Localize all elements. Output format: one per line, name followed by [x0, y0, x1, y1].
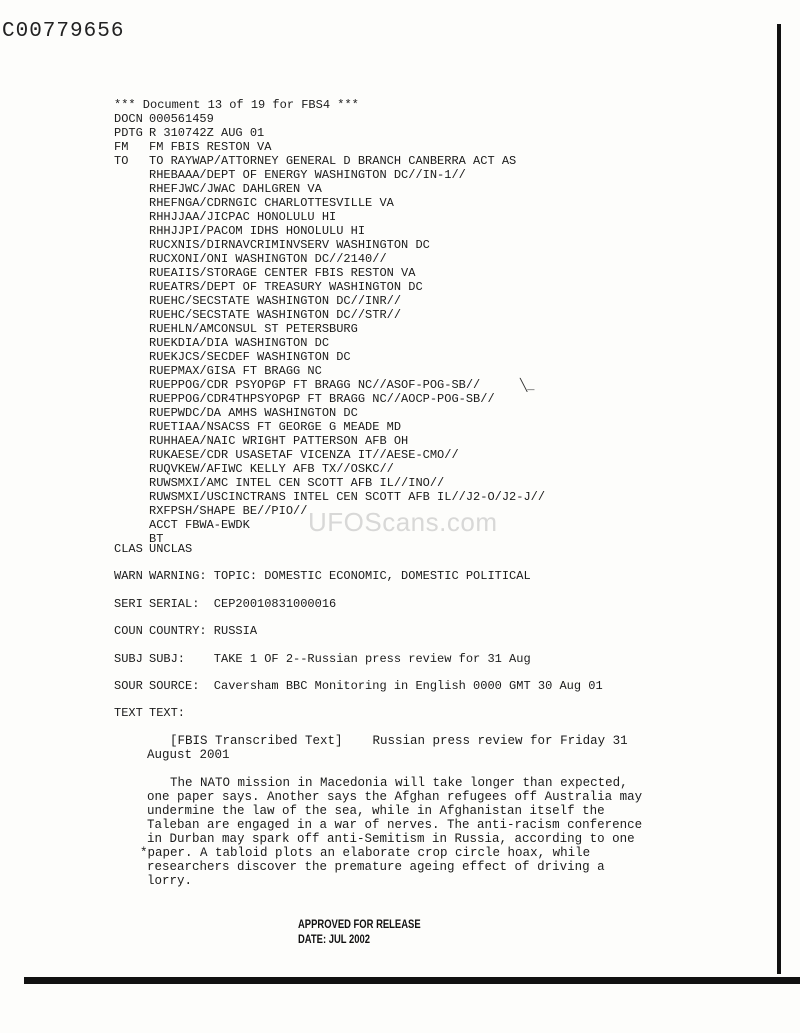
- recipient: RHEBAAA/DEPT OF ENERGY WASHINGTON DC//IN-1//: [149, 168, 466, 182]
- recipient: RHHJJAA/JICPAC HONOLULU HI: [149, 210, 337, 224]
- paragraph-line: researchers discover the premature ageing effect of driving a: [147, 860, 605, 874]
- bt-line: BT: [149, 532, 164, 546]
- recipient: RUEKJCS/SECDEF WASHINGTON DC: [149, 350, 351, 364]
- right-border-line: [777, 24, 781, 974]
- recipient: RUHHAEA/NAIC WRIGHT PATTERSON AFB OH: [149, 434, 409, 448]
- pdtg-value: R 310742Z AUG 01: [149, 126, 265, 140]
- intro-line-2: August 2001: [147, 748, 230, 762]
- paragraph-line: in Durban may spark off anti-Semitism in Russia, according to one: [147, 832, 635, 846]
- recipient: RUEATRS/DEPT OF TREASURY WASHINGTON DC: [149, 280, 423, 294]
- recipient: RUEPPOG/CDR PSYOPGP FT BRAGG NC//ASOF-POG-SB//: [149, 378, 481, 392]
- paragraph-line: lorry.: [147, 874, 193, 888]
- recipient: RHEFJWC/JWAC DAHLGREN VA: [149, 182, 322, 196]
- recipient: RUKAESE/CDR USASETAF VICENZA IT//AESE-CMO//: [149, 448, 459, 462]
- warn-label: WARN: [114, 569, 143, 583]
- paragraph-line: one paper says. Another says the Afghan refugees off Australia may: [147, 790, 643, 804]
- recipient: RUCXONI/ONI WASHINGTON DC//2140//: [149, 252, 387, 266]
- seri-value: SERIAL: CEP20010831000016: [149, 597, 337, 611]
- recipient: RUEHC/SECSTATE WASHINGTON DC//STR//: [149, 308, 402, 322]
- sour-value: SOURCE: Caversham BBC Monitoring in English 0000 GMT 30 Aug 01: [149, 679, 603, 693]
- bottom-border-line: [24, 977, 800, 984]
- paragraph-line: undermine the law of the sea, while in Afghanistan itself the: [147, 804, 605, 818]
- sour-label: SOUR: [114, 679, 143, 693]
- to-first-recipient: TO RAYWAP/ATTORNEY GENERAL D BRANCH CANBERRA ACT AS: [149, 154, 517, 168]
- recipient: RUEPMAX/GISA FT BRAGG NC: [149, 364, 322, 378]
- recipient: RUCXNIS/DIRNAVCRIMINVSERV WASHINGTON DC: [149, 238, 430, 252]
- stamp-line-2: DATE: JUL 2002: [298, 934, 370, 946]
- docn-label: DOCN: [114, 112, 143, 126]
- subj-label: SUBJ: [114, 652, 143, 666]
- watermark: UFOScans.com: [308, 507, 498, 537]
- recipient: RXFPSH/SHAPE BE//PIO//: [149, 504, 308, 518]
- recipient: RUEHLN/AMCONSUL ST PETERSBURG: [149, 322, 358, 336]
- recipient: RUEKDIA/DIA WASHINGTON DC: [149, 336, 330, 350]
- document-id: C00779656: [2, 20, 125, 43]
- recipient: RUETIAA/NSACSS FT GEORGE G MEADE MD: [149, 420, 402, 434]
- coun-label: COUN: [114, 624, 143, 638]
- fm-value: FM FBIS RESTON VA: [149, 140, 272, 154]
- intro-line-1: [FBIS Transcribed Text] Russian press review for Friday 31: [170, 734, 628, 748]
- fm-label: FM: [114, 140, 129, 154]
- subj-value: SUBJ: TAKE 1 OF 2--Russian press review for 31 Aug: [149, 652, 531, 666]
- paragraph-line: *paper. A tabloid plots an elaborate crop circle hoax, while: [140, 846, 591, 860]
- recipient: RUEHC/SECSTATE WASHINGTON DC//INR//: [149, 294, 402, 308]
- text-value: TEXT:: [149, 706, 186, 720]
- recipient: RUEAIIS/STORAGE CENTER FBIS RESTON VA: [149, 266, 416, 280]
- paragraph-line: The NATO mission in Macedonia will take longer than expected,: [170, 776, 628, 790]
- acct-line: ACCT FBWA-EWDK: [149, 518, 250, 532]
- margin-handwritten-mark: ╲_: [520, 379, 535, 393]
- recipient: RUWSMXI/AMC INTEL CEN SCOTT AFB IL//INO//: [149, 476, 445, 490]
- recipient: RHHJJPI/PACOM IDHS HONOLULU HI: [149, 224, 366, 238]
- document-header: *** Document 13 of 19 for FBS4 ***: [114, 98, 359, 112]
- stamp-line-1: APPROVED FOR RELEASE: [298, 919, 421, 931]
- recipient: RHEFNGA/CDRNGIC CHARLOTTESVILLE VA: [149, 196, 394, 210]
- coun-value: COUNTRY: RUSSIA: [149, 624, 258, 638]
- clas-label: CLAS: [114, 542, 143, 556]
- recipient: RUQVKEW/AFIWC KELLY AFB TX//OSKC//: [149, 462, 394, 476]
- to-label: TO: [114, 154, 129, 168]
- approval-stamp: [298, 918, 421, 948]
- seri-label: SERI: [114, 597, 143, 611]
- text-label: TEXT: [114, 706, 143, 720]
- pdtg-label: PDTG: [114, 126, 143, 140]
- recipient: RUEPPOG/CDR4THPSYOPGP FT BRAGG NC//AOCP-POG-SB//: [149, 392, 495, 406]
- paragraph-line: Taleban are engaged in a war of nerves. The anti-racism conference: [147, 818, 643, 832]
- recipient: RUEPWDC/DA AMHS WASHINGTON DC: [149, 406, 358, 420]
- docn-value: 000561459: [149, 112, 214, 126]
- clas-value: UNCLAS: [149, 542, 193, 556]
- recipient: RUWSMXI/USCINCTRANS INTEL CEN SCOTT AFB IL//J2-O/J2-J//: [149, 490, 546, 504]
- warn-value: WARNING: TOPIC: DOMESTIC ECONOMIC, DOMESTIC POLITICAL: [149, 569, 531, 583]
